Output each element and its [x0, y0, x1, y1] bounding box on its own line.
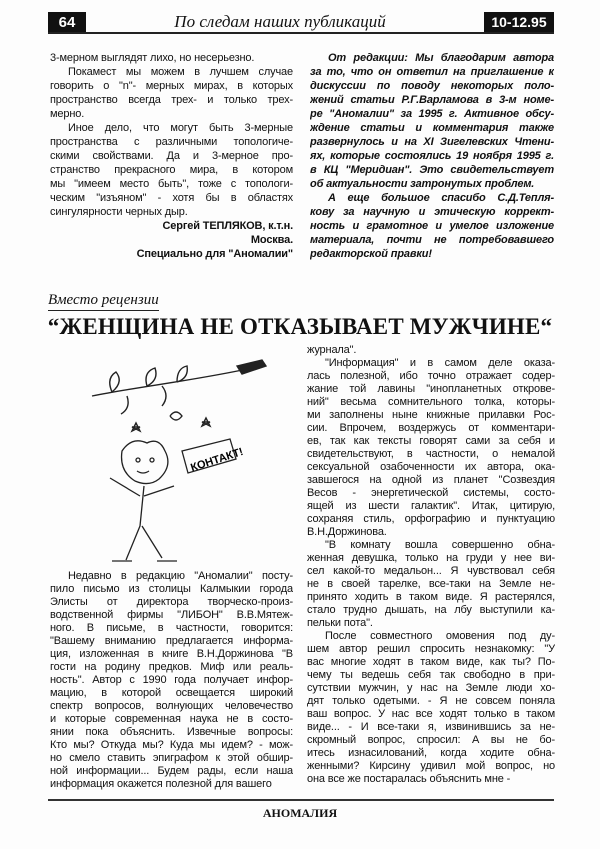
text-line: жание той лавины "инопланетных открове- — [307, 383, 555, 395]
text-line: От редакции: Мы благодарим автора — [328, 52, 554, 64]
article-left-column — [50, 570, 293, 791]
text-line: Весов - энергетической системы, состо- — [307, 487, 555, 499]
text-line: свидетельствуют, в частности, о немалой — [307, 448, 555, 460]
text-line: информация окажется полезной для вашего — [50, 778, 272, 790]
text-line: В.Н.Доржинова. — [307, 526, 387, 538]
text-line: журнала". — [307, 344, 357, 356]
text-line: ность и грамотное и умелое изложение — [310, 220, 554, 232]
text-line: ваш вопрос. У нас все ходят только в таком — [307, 708, 555, 720]
text-line: об актуальности затронутых проблем. — [310, 178, 535, 190]
text-line: ной информации... Будем рады, если наша — [50, 765, 293, 777]
text-line: мерно. — [50, 108, 85, 120]
rubric: Вместо рецензии — [48, 292, 159, 311]
text-line: сексуальной озабоченности их автора, ока- — [307, 461, 555, 473]
editorial-note — [310, 51, 554, 261]
text-line: ность". Автор с 1990 года получает инфор- — [50, 674, 293, 686]
text-line: ного. В письме, в частности, говорится: — [50, 622, 293, 634]
text-line: Покамест мы можем в лучшем случае — [68, 66, 293, 78]
text-line: ях, которые состоялись 19 ноября 1995 г. — [310, 150, 554, 162]
branch-drawing — [92, 360, 266, 431]
text-line: итесь изнасилований, когда ходите обна- — [307, 747, 555, 759]
text-line: ний" весьма сомнительного толка, которы- — [307, 396, 555, 408]
text-line: принято ходить в таком виде. Я растерялся, — [307, 591, 555, 603]
text-line: "Информация" и в самом деле оказа- — [325, 357, 555, 369]
text-line: шем автор решил спросить незнакомку: "У — [307, 643, 555, 655]
text-line: спектр вопросов, волнующих человечество — [50, 700, 293, 712]
text-line: ждение статьи и комментария также — [310, 122, 554, 134]
text-line: вас многие ходят в таком виде, как ты? По- — [307, 656, 555, 668]
text-line: жений статьи Р.Г.Варламова в 3-м номе- — [310, 94, 554, 106]
illustration-caption: КОНТАКТ! — [189, 445, 245, 475]
text-line: 3-мерном выглядят лихо, но несерьезно. — [50, 52, 255, 64]
text-line: После совместного омовения под ду- — [325, 630, 555, 642]
text-line: дискуссии по поводу некоторых поло- — [310, 80, 554, 92]
text-line: ре "Аномалии" за 1995 г. Активное обсу- — [310, 108, 554, 120]
footer-magazine-name: АНОМАЛИЯ — [262, 806, 338, 820]
text-line: янии пока объяснить. Извечные вопросы: — [50, 726, 293, 738]
text-line: сингулярности черных дыр. — [50, 206, 188, 218]
text-line: пельки пота". — [307, 617, 373, 629]
top-left-column — [50, 51, 293, 261]
cartoon-illustration — [52, 356, 297, 566]
text-line: А еще большое спасибо С.Д.Тепля- — [328, 192, 554, 204]
text-line: ческим "изъяном" - хотя бы в областях — [50, 192, 293, 204]
section-title: По следам наших публикаций — [174, 12, 386, 31]
text-line: развернулось и на XI Зигелевских Чтени- — [310, 136, 554, 148]
text-line: ящей из шести галактик". Итак, цитирую, — [307, 500, 555, 512]
text-line: кову за научную и этическую коррект- — [310, 206, 554, 218]
text-line: сел какой-то медальон... Я чувствовал себя — [307, 565, 555, 577]
text-line: странство прекрасного мира, в котором — [50, 164, 293, 176]
text-line: и которые современная наука не в состо- — [50, 713, 293, 725]
text-line: сутствии мужчин, у нас на Земле люди хо- — [307, 682, 555, 694]
text-line: мы "имеем место быть", тоже с топологи- — [50, 178, 293, 190]
text-line: скими свойствами. Да и 3-мерное про- — [50, 150, 293, 162]
author-signature-line: Сергей ТЕПЛЯКОВ, к.т.н. — [162, 220, 293, 232]
text-line: Кто мы? Откуда мы? Куда мы идем? - мож- — [50, 739, 293, 751]
text-line: женная девушка, только на груди у нее ви- — [307, 552, 555, 564]
text-line: Иное дело, что могут быть 3-мерные — [68, 122, 293, 134]
text-line: пространства с различными топологиче- — [50, 136, 293, 148]
text-line: "Вашему вниманию предлагается информа- — [50, 635, 293, 647]
text-line: стало трудно дышать, на лбу выступили ка- — [307, 604, 555, 616]
text-line: в КЦ "Меридиан". Это свидетельствует — [310, 164, 554, 176]
footer-rule — [48, 799, 554, 801]
text-line: пространство всегда трех- и только трех- — [50, 94, 293, 106]
text-line: Недавно в редакцию "Аномалии" посту- — [68, 570, 293, 582]
text-line: пило письмо из столицы Калмыкии города — [50, 583, 293, 595]
text-line: но смело ставить эпиграфом к этой обшир- — [50, 752, 293, 764]
author-signature-line: Москва. — [250, 234, 293, 246]
page-number: 64 — [48, 12, 86, 33]
text-line: виде... - И все-таки я, извинившись за не- — [307, 721, 555, 733]
article-title: “ЖЕНЩИНА НЕ ОТКАЗЫВАЕТ МУЖЧИНЕ“ — [47, 314, 553, 339]
text-line: ция, изложенная в книге В.Н.Доржинова "В — [50, 648, 293, 660]
text-line: завшегося на одной из планет "Созвездия — [307, 474, 555, 486]
author-signature-line: Специально для "Аномалии" — [136, 248, 293, 260]
text-line: не в своей тарелке, все-таки на Земле не- — [307, 578, 555, 590]
header-rule — [48, 32, 554, 34]
text-line: дят только одетыми. - Я не совсем поняла — [307, 695, 555, 707]
text-line: она все же постаралась объяснить мне - — [307, 773, 511, 785]
text-line: гости на родину предков. Миф или реаль- — [50, 661, 293, 673]
text-line: "В комнату вошла совершенно обна- — [325, 539, 555, 551]
text-line: редакторской правки! — [310, 248, 432, 260]
text-line: лась полезной, ибо точно отражает содер- — [307, 370, 555, 382]
text-line: за то, что он ответил на приглашение к — [310, 66, 554, 78]
text-line: скромный вопрос, спросил: А вы не бо- — [307, 734, 555, 746]
text-line: ев, так как тексты говорят сами за себя и — [307, 435, 555, 447]
issue-date: 10-12.95 — [484, 12, 554, 33]
text-line: ми заполнены ныне книжные прилавки Рос- — [307, 409, 555, 421]
text-line: водственной фирмы "ЛИБОН" В.В.Мятеж- — [50, 609, 293, 621]
text-line: сии. Впрочем, воздержусь от комментари- — [307, 422, 555, 434]
text-line: Элисты от директора творческо-произ- — [50, 596, 293, 608]
text-line: материала, почти не потребовавшего — [310, 234, 554, 246]
text-line: чему ты ведешь себя так свободно в при- — [307, 669, 555, 681]
text-line: сохраняя стиль, орфографию и пунктуацию — [307, 513, 555, 525]
article-right-column — [307, 344, 555, 786]
text-line: мацию, в которой освещается широкий — [50, 687, 293, 699]
text-line: женными? Кирсину удивил мой вопрос, но — [307, 760, 555, 772]
text-line: говорить о "n"- мерных мирах, в которых — [50, 80, 293, 92]
